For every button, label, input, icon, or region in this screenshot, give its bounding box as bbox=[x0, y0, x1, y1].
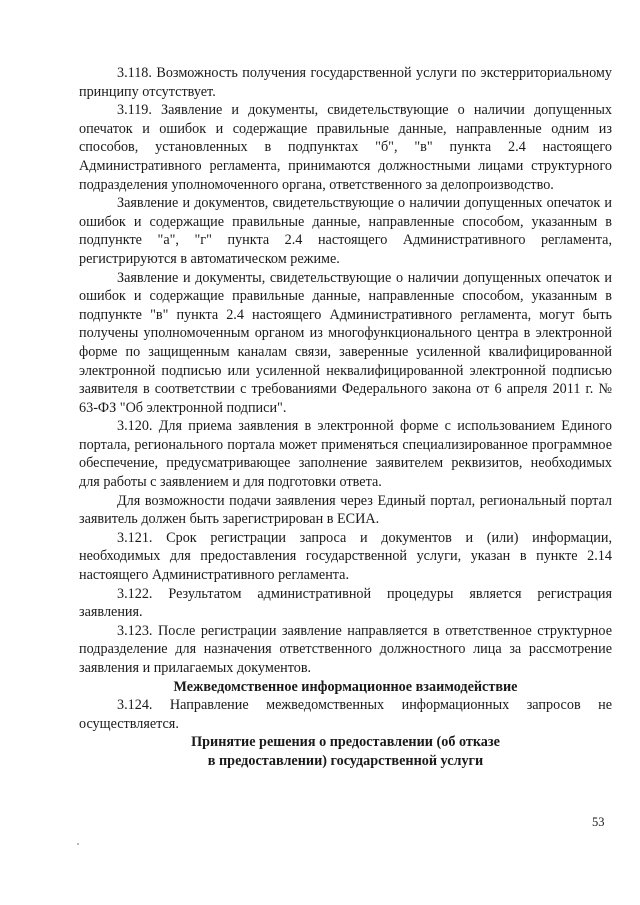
page-number: 53 bbox=[592, 815, 605, 829]
section-heading-decision-line-2: в предоставлении) государственной услуги bbox=[207, 752, 484, 769]
paragraph-3-120: 3.120. Для приема заявления в электронной форме с использованием Единого портала, регионального портала может применяться специализированное программное обеспечение, предусматривающее заполнение заявителем реквизитов, необходимых для работы с заявлением и для подготовки ответа. bbox=[79, 418, 612, 491]
section-heading-interagency: Межведомственное информационное взаимодействие bbox=[173, 678, 518, 695]
paragraph-3-124: 3.124. Направление межведомственных информационных запросов не осуществляется. bbox=[79, 697, 612, 732]
paragraph-auto-registration: Заявление и документов, свидетельствующие о наличии допущенных опечаток и ошибок и содержащие правильные данные, направленные способом, указанным в подпункте "а", "г" пункта 2.4 настоящего Административного регламента, регистрируются в автоматическом режиме. bbox=[79, 195, 612, 267]
paragraph-mfc-receipt: Заявление и документы, свидетельствующие о наличии допущенных опечаток и ошибок и содержащие правильные данные, направленные способом, указанным в подпункте "в" пункта 2.4 настоящего Административного регламента, могут быть получены уполномоченным органом из многофункционального центра в электронной форме по защищенным каналам связи, заверенные усиленной квалифицированной электронной подписью или усиленной неквалифицированной электронной подписью заявителя в соответствии с требованиями Федерального закона от 6 апреля 2011 г. № 63-ФЗ "Об электронной подписи". bbox=[79, 269, 612, 416]
paragraph-3-119: 3.119. Заявление и документы, свидетельствующие о наличии допущенных опечаток и ошибок и содержащие правильные данные, направленные одним из способов, установленных в подпунктах "б", "в" пункта 2.4 настоящего Административного регламента, принимаются должностными лицами структурного подразделения уполномоченного органа, ответственного за делопроизводство. bbox=[79, 102, 612, 193]
section-heading-decision bbox=[79, 733, 612, 770]
paragraph-3-118: 3.118. Возможность получения государственной услуги по экстерриториальному принципу отсутствует. bbox=[79, 65, 612, 100]
paragraph-3-123: 3.123. После регистрации заявление направляется в ответственное структурное подразделение для назначения ответственного должностного лица за рассмотрение заявления и прилагаемых документов. bbox=[79, 622, 612, 676]
section-heading-decision-line-1: Принятие решения о предоставлении (об отказе bbox=[191, 734, 500, 751]
paragraph-3-121: 3.121. Срок регистрации запроса и документов и (или) информации, необходимых для предоставления государственной услуги, указан в пункте 2.14 настоящего Административного регламента. bbox=[79, 529, 612, 584]
paragraph-3-122: 3.122. Результатом административной процедуры является регистрация заявления. bbox=[79, 585, 612, 621]
scan-speck bbox=[77, 843, 79, 845]
paragraph-esia-registration: Для возможности подачи заявления через Единый портал, региональный портал заявитель должен быть зарегистрирован в ЕСИА. bbox=[79, 492, 612, 528]
document-body bbox=[79, 64, 612, 771]
